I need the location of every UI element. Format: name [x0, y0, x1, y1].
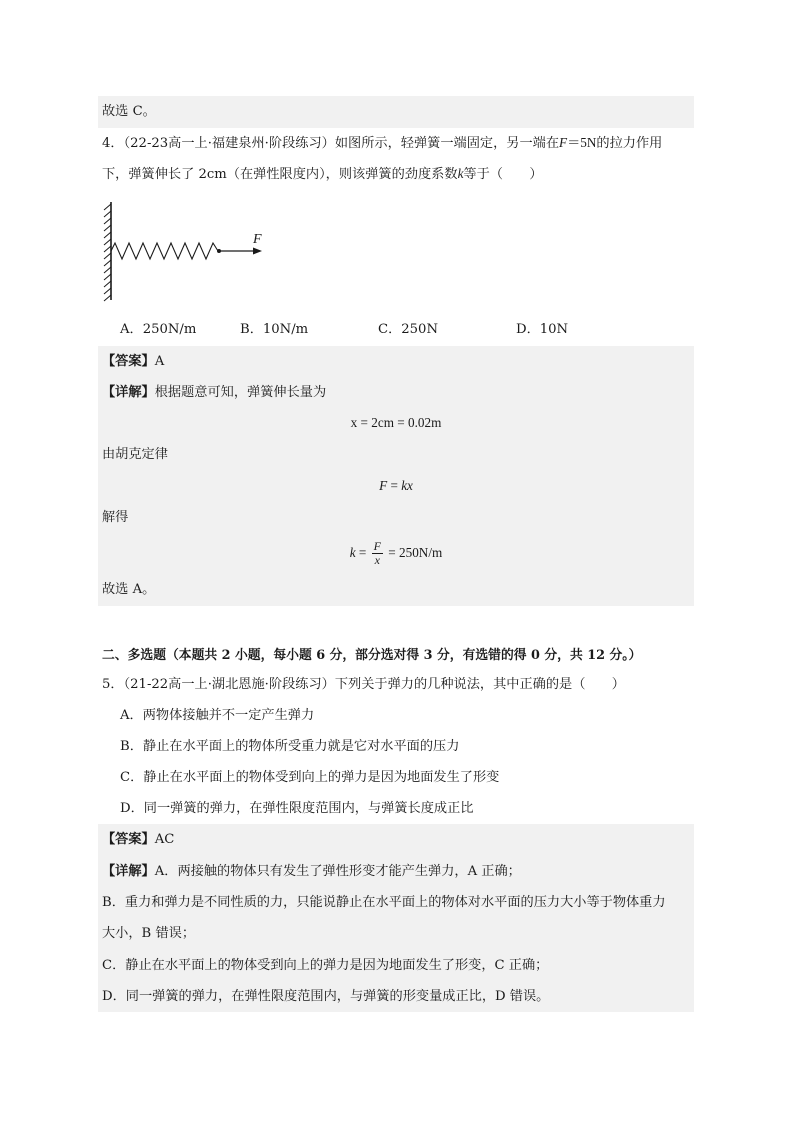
wall-hatching [104, 204, 111, 301]
q4-stem-b: 的拉力作用 [596, 136, 663, 151]
q4-stem-line2 [102, 164, 543, 185]
q4-detail-2: 由胡克定律 [102, 447, 168, 462]
eq2-rhs: kx [401, 478, 413, 493]
q4-detail-text-1: 根据题意可知，弹簧伸长量为 [154, 385, 327, 400]
q5-option-b: B．静止在水平面上的物体所受重力就是它对水平面的压力 [120, 739, 460, 754]
q4-detail-1 [102, 383, 326, 403]
eq3-denominator: x [374, 553, 380, 568]
q4-answer-value: A [154, 354, 165, 369]
q3-conclusion: 故选 C。 [102, 104, 156, 119]
q4-option-c: C．250N [378, 322, 438, 337]
q5-stem: 5．（21-22高一上·湖北恩施·阶段练习）下列关于弹力的几种说法，其中正确的是（ ） [102, 677, 625, 692]
q5-detail-b1: B．重力和弹力是不同性质的力，只能说静止在水平面上的物体对水平面的压力大小等于物体重力 [102, 895, 666, 910]
q5-solution-band [98, 824, 694, 1012]
eq2-lhs: F [379, 478, 388, 493]
spring-figure [100, 198, 280, 304]
eq2-mid: = [387, 478, 402, 493]
q4-detail-label: 【详解】 [102, 385, 155, 400]
q5-option-c: C．静止在水平面上的物体受到向上的弹力是因为地面发生了形变 [120, 770, 500, 785]
q4-option-a: A．250N/m [120, 322, 197, 337]
q5-detail-label: 【详解】 [102, 864, 155, 879]
eq3-numerator: F [373, 539, 381, 554]
q4-stem-line1 [102, 133, 662, 154]
q4-stem-a: 如图所示，轻弹簧一端固定，另一端在 [334, 136, 560, 151]
q5-answer-value: AC [154, 832, 175, 847]
k-variable: k [457, 166, 464, 181]
eq3-eq: = [355, 545, 370, 560]
q4-answer [102, 352, 164, 372]
q5-answer-label: 【答案】 [102, 832, 155, 847]
q4-stem-line2-a: 下，弹簧伸长了 2cm（在弹性限度内），则该弹簧的劲度系数 [102, 167, 458, 182]
q5-detail-a-text: A．两接触的物体只有发生了弹性形变才能产生弹力，A 正确； [154, 864, 521, 879]
eq3-rhs: = 250N/m [384, 545, 443, 560]
q5-detail-b2: 大小，B 错误； [102, 926, 196, 941]
q4-source: （22-23高一上·福建泉州·阶段练习） [123, 136, 335, 151]
q5-option-a: A．两物体接触并不一定产生弹力 [120, 708, 315, 723]
q5-detail-a [102, 862, 521, 882]
q4-equation-2 [98, 476, 694, 496]
q5-detail-d: D．同一弹簧的弹力，在弹性限度范围内，与弹簧的形变量成正比，D 错误。 [102, 989, 550, 1004]
q5-detail-c: C．静止在水平面上的物体受到向上的弹力是因为地面发生了形变，C 正确； [102, 958, 549, 973]
q4-equation-1: x = 2cm = 0.02m [350, 415, 442, 430]
q4-conclusion: 故选 A。 [102, 582, 156, 597]
force-arrow-head [253, 248, 262, 255]
q4-number: 4． [102, 136, 124, 151]
spring [111, 243, 218, 259]
force-value: ＝5N [567, 135, 597, 150]
section-2-heading: 二、多选题（本题共 2 小题，每小题 6 分，部分选对得 3 分，有选错的得 0 分，共 12 分。） [102, 648, 642, 663]
q3-conclusion-band [98, 96, 694, 128]
q4-option-d: D．10N [516, 322, 569, 337]
q4-answer-label: 【答案】 [102, 354, 155, 369]
force-label: F [253, 232, 262, 247]
q4-option-b: B．10N/m [240, 322, 309, 337]
q4-stem-line2-b: 等于（ ） [463, 167, 543, 182]
q4-equation-3 [98, 538, 694, 568]
q5-answer [102, 830, 174, 850]
force-variable: F [559, 135, 568, 150]
eq3-fraction [372, 540, 383, 567]
q4-detail-3: 解得 [102, 510, 129, 525]
eq3-lhs: k [349, 545, 356, 560]
q5-option-d: D．同一弹簧的弹力，在弹性限度范围内，与弹簧长度成正比 [120, 801, 474, 816]
